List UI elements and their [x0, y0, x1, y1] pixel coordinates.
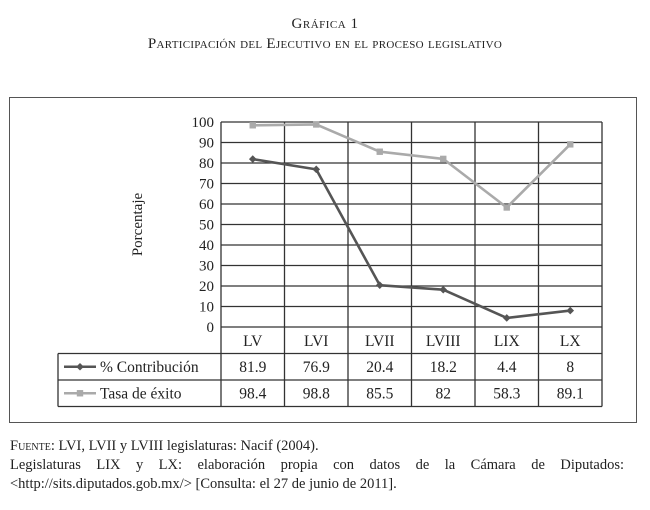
data-label: 85.5	[366, 385, 394, 403]
x-tick-label: LVIII	[425, 333, 461, 350]
legend-key-marker	[77, 390, 83, 396]
data-point	[503, 314, 511, 322]
data-point	[250, 122, 256, 128]
line-chart	[10, 98, 636, 422]
source-note	[10, 437, 624, 456]
x-tick-label: LVII	[364, 333, 395, 350]
data-label: 98.8	[302, 385, 330, 403]
data-label: 82	[435, 385, 451, 403]
data-label: 18.2	[429, 358, 457, 376]
figure-label: Gráfica 1	[291, 16, 359, 32]
data-point	[439, 286, 447, 294]
data-point	[440, 156, 446, 162]
data-point	[313, 121, 319, 127]
x-tick-label: LIX	[493, 333, 520, 350]
figure-title: Participación del Ejecutivo en el proceso legislativo	[147, 36, 503, 52]
data-label: 89.1	[556, 385, 584, 403]
data-label: 76.9	[302, 358, 330, 376]
y-tick-label: 30	[199, 258, 214, 275]
y-tick-label: 10	[199, 299, 214, 316]
y-axis-label: Porcentaje	[130, 192, 146, 257]
data-label: 8	[566, 358, 575, 376]
y-tick-label: 80	[199, 156, 214, 172]
legend-label: % Contribución	[100, 358, 199, 376]
data-point	[249, 155, 257, 163]
chart-frame	[9, 97, 637, 423]
y-tick-label: 60	[199, 197, 214, 213]
y-tick-label: 70	[199, 176, 214, 193]
x-tick-label: LV	[243, 333, 263, 350]
data-label: 98.4	[239, 385, 267, 403]
y-tick-label: 90	[199, 135, 214, 152]
data-label: 58.3	[493, 385, 521, 403]
data-point	[504, 204, 510, 210]
source-text: : LVI, LVII y LVIII legislaturas: Nacif (2004).	[50, 438, 319, 454]
legislaturas-note: Legislaturas LIX y LX: elaboración propia con datos de la Cámara de Diputados:	[10, 457, 624, 473]
x-tick-label: LX	[559, 333, 581, 350]
y-tick-label: 20	[199, 279, 214, 295]
y-tick-label: 0	[206, 320, 214, 336]
data-point	[566, 307, 574, 315]
data-point	[567, 141, 573, 147]
data-label: 81.9	[239, 358, 267, 376]
legend-label: Tasa de éxito	[100, 385, 182, 403]
data-label: 4.4	[497, 358, 517, 376]
data-label: 20.4	[366, 358, 394, 376]
legend-key-marker	[76, 363, 84, 371]
y-tick-label: 40	[199, 238, 214, 254]
y-tick-label: 50	[199, 217, 214, 234]
y-tick-label: 100	[191, 115, 214, 131]
url-note: <http://sits.diputados.gob.mx/> [Consulta: el 27 de junio de 2011].	[10, 476, 397, 492]
data-point	[377, 149, 383, 155]
source-label: Fuente	[10, 438, 51, 454]
x-tick-label: LVI	[304, 333, 329, 350]
